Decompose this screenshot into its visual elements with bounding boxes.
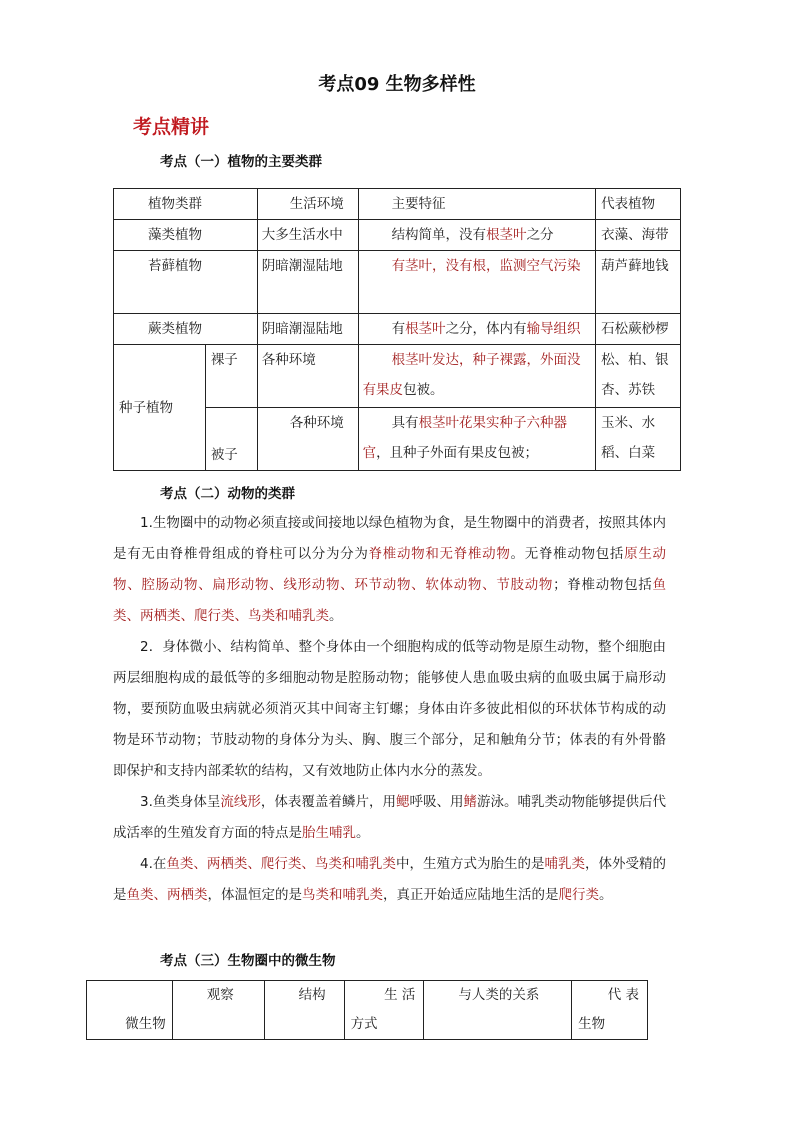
highlighted-term: 鳍 <box>463 794 477 810</box>
text-run: ，体温恒定的是 <box>207 887 302 903</box>
highlighted-term: 哺乳类 <box>544 856 585 872</box>
microbes-table <box>86 980 648 1040</box>
highlighted-term: 鱼类、两栖类、爬行类、鸟类和哺乳类 <box>166 856 396 872</box>
text-run: 。 <box>329 608 343 624</box>
text-run: 。 <box>356 825 370 841</box>
highlighted-term: 鳃 <box>395 794 410 810</box>
text-run: 。无脊椎动物包括 <box>510 546 625 562</box>
text-run: ，体外受精的是 <box>113 856 667 903</box>
header-plant-group: 植物类群 <box>114 189 258 220</box>
part2-heading: 考点（二）动物的类群 <box>160 486 295 502</box>
cell-features: 有茎叶，没有根，监测空气污染 <box>358 251 596 314</box>
header-observation: 观察 <box>172 981 264 1040</box>
highlighted-term: 脊椎动物和无脊椎动物 <box>368 546 511 562</box>
part3-heading: 考点（三）生物圈中的微生物 <box>160 953 336 969</box>
cell-group: 蕨类植物 <box>114 314 258 345</box>
highlighted-term: 鱼类、两栖类、爬行类、鸟类和哺乳类 <box>113 577 667 624</box>
header-features: 主要特征 <box>358 189 596 220</box>
cell-features: 根茎叶发达，种子裸露，外面没有果皮包被。 <box>358 345 596 408</box>
section-heading: 考点精讲 <box>133 116 210 138</box>
header-relation: 与人类的关系 <box>424 981 572 1040</box>
plant-groups-table <box>113 188 681 471</box>
text-run: 。 <box>599 887 613 903</box>
text-run: ，真正开始适应陆地生活的是 <box>383 887 559 903</box>
cell-env: 阴暗潮湿陆地 <box>257 251 358 314</box>
text-run: 中，生殖方式为胎生的是 <box>395 856 545 872</box>
page-title: 考点09 生物多样性 <box>318 74 476 95</box>
highlighted-term: 胎生哺乳 <box>302 825 356 841</box>
highlighted-term: 爬行类 <box>558 887 599 903</box>
text-run: ；脊椎动物包括 <box>553 577 653 593</box>
header-lifestyle: 生 活 方式 <box>344 981 424 1040</box>
highlighted-term: 原生动物、腔肠动物、扁形动物、线形动物、环节动物、软体动物、节肢动物 <box>113 546 667 593</box>
cell-group: 种子植物 <box>114 345 206 471</box>
cell-rep: 松、柏、银杏、苏铁 <box>596 345 681 408</box>
paragraph-4 <box>113 849 666 911</box>
header-environment: 生活环境 <box>257 189 358 220</box>
highlighted-term: 鸟类和哺乳类 <box>302 887 383 903</box>
header-structure: 结构 <box>264 981 344 1040</box>
cell-rep: 衣藻、海带 <box>596 220 681 251</box>
cell-env: 各种环境 <box>257 345 358 408</box>
text-run: 游泳。哺乳类动物能够提供后代成活率的生殖发育方面的特点是 <box>113 794 667 841</box>
header-microbe: 微生物 <box>87 981 173 1040</box>
text-run: 3.鱼类身体呈 <box>140 794 221 810</box>
text-run: 1.生物圈中的动物必须直接或间接地以绿色植物为食，是生物圈中的消费者，按照其体内是有无由脊椎骨组成的脊柱可以分为分为 <box>113 515 666 562</box>
cell-subgroup: 裸子 <box>205 345 257 408</box>
text-run: 4.在 <box>140 856 167 872</box>
paragraph-1 <box>113 508 666 632</box>
header-representative: 代 表 生物 <box>572 981 648 1040</box>
cell-subgroup: 被子 <box>205 408 257 471</box>
header-representative: 代表植物 <box>596 189 681 220</box>
table-row <box>114 251 681 314</box>
table-row <box>114 314 681 345</box>
table-header-row <box>114 189 681 220</box>
cell-features: 具有根茎叶花果实种子六种器官，且种子外面有果皮包被； <box>358 408 596 471</box>
paragraph-3 <box>113 787 666 849</box>
cell-group: 苔藓植物 <box>114 251 258 314</box>
cell-rep: 石松蕨桫椤 <box>596 314 681 345</box>
cell-features: 结构简单，没有根茎叶之分 <box>358 220 596 251</box>
table-row <box>114 345 681 408</box>
cell-env: 大多生活水中 <box>257 220 358 251</box>
cell-rep: 葫芦藓地钱 <box>596 251 681 314</box>
table-header-row <box>87 981 648 1040</box>
paragraph-2: 2．身体微小、结构简单、整个身体由一个细胞构成的低等动物是原生动物，整个细胞由两层细胞构成的最低等的多细胞动物是腔肠动物；能够使人患血吸虫病的血吸虫属于扁形动物，要预防血吸虫病就必须消灭其中间寄主钉螺；身体由许多彼此相似的环状体节构成的动物是环节动物；节肢动物的身体分为头、胸、腹三个部分，足和触角分节；体表的有外骨骼即保护和支持内部柔软的结构，又有效地防止体内水分的蒸发。 <box>113 639 666 779</box>
cell-rep: 玉米、水稻、白菜 <box>596 408 681 471</box>
cell-env: 各种环境 <box>257 408 358 471</box>
table-row <box>114 220 681 251</box>
cell-group: 藻类植物 <box>114 220 258 251</box>
text-run: ，体表覆盖着鳞片，用 <box>260 794 396 810</box>
highlighted-term: 流线形 <box>220 794 261 810</box>
cell-features: 有根茎叶之分，体内有输导组织 <box>358 314 596 345</box>
part1-heading: 考点（一）植物的主要类群 <box>160 154 322 170</box>
highlighted-term: 鱼类、两栖类 <box>126 887 208 903</box>
cell-env: 阴暗潮湿陆地 <box>257 314 358 345</box>
animal-paragraphs <box>113 508 666 911</box>
text-run: 呼吸、用 <box>409 794 464 810</box>
